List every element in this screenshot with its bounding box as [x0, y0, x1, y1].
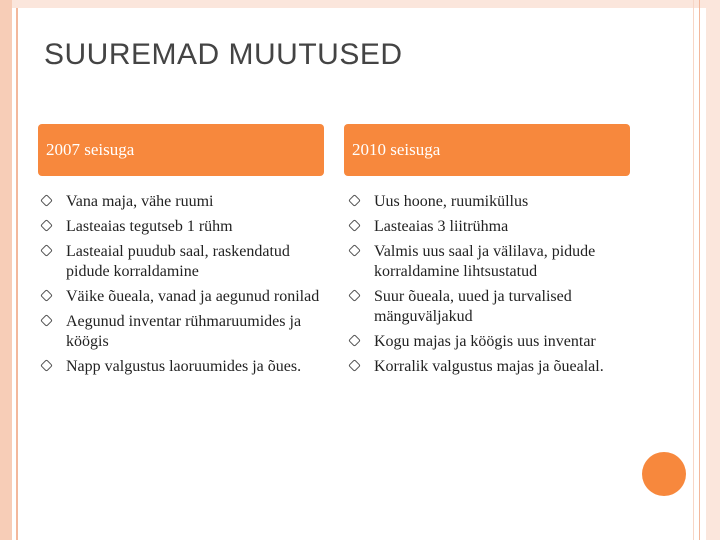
list-item-text: Lasteaias tegutseb 1 rühm — [66, 218, 233, 235]
diamond-bullet-icon — [40, 219, 53, 232]
list-item-text: Uus hoone, ruumiküllus — [374, 193, 529, 210]
diamond-bullet-icon — [40, 359, 53, 372]
decorative-circle — [642, 452, 686, 496]
slide-title: SUUREMAD MUUTUSED — [44, 38, 403, 71]
list-item — [42, 287, 322, 307]
diamond-bullet-icon — [40, 289, 53, 302]
diamond-bullet-icon — [348, 244, 361, 257]
diamond-bullet-icon — [348, 219, 361, 232]
list-item-text: Aegunud inventar rühmaruumides ja köögis — [66, 313, 302, 350]
diamond-bullet-icon — [40, 244, 53, 257]
list-item-text: Valmis uus saal ja välilava, pidude korraldamine lihtsustatud — [374, 243, 596, 280]
list-item — [42, 357, 322, 377]
diamond-bullet-icon — [40, 194, 53, 207]
list-item-text: Napp valgustus laoruumides ja õues. — [66, 358, 302, 375]
diamond-bullet-icon — [348, 359, 361, 372]
list-item — [42, 312, 322, 352]
diamond-bullet-icon — [40, 314, 53, 327]
frame-left-border — [0, 0, 12, 540]
list-item — [350, 192, 630, 212]
list-item-text: Suur õueala, uued ja turvalised mänguväljakud — [374, 288, 572, 325]
column-header-2010: 2010 seisuga — [344, 124, 630, 176]
frame-left-line — [16, 0, 18, 540]
list-item-text: Korralik valgustus majas ja õuealal. — [374, 358, 604, 375]
frame-top-border — [12, 0, 706, 8]
column-header-2007: 2007 seisuga — [38, 124, 324, 176]
diamond-bullet-icon — [348, 289, 361, 302]
list-item — [350, 357, 630, 377]
list-item-text: Kogu majas ja köögis uus inventar — [374, 333, 596, 350]
frame-right-line — [699, 0, 700, 540]
diamond-bullet-icon — [348, 194, 361, 207]
list-item — [350, 242, 630, 282]
list-item — [42, 217, 322, 237]
diamond-bullet-icon — [348, 334, 361, 347]
list-item — [350, 287, 630, 327]
list-2010 — [350, 192, 630, 382]
list-item — [42, 242, 322, 282]
list-item-text: Vana maja, vähe ruumi — [66, 193, 214, 210]
list-item — [350, 332, 630, 352]
list-item-text: Lasteaial puudub saal, raskendatud pidude korraldamine — [66, 243, 290, 280]
list-2007 — [42, 192, 322, 382]
list-item — [350, 217, 630, 237]
frame-right-line — [693, 0, 694, 540]
list-item — [42, 192, 322, 212]
frame-right-border — [706, 0, 720, 540]
list-item-text: Lasteaias 3 liitrühma — [374, 218, 509, 235]
list-item-text: Väike õueala, vanad ja aegunud ronilad — [66, 288, 320, 305]
